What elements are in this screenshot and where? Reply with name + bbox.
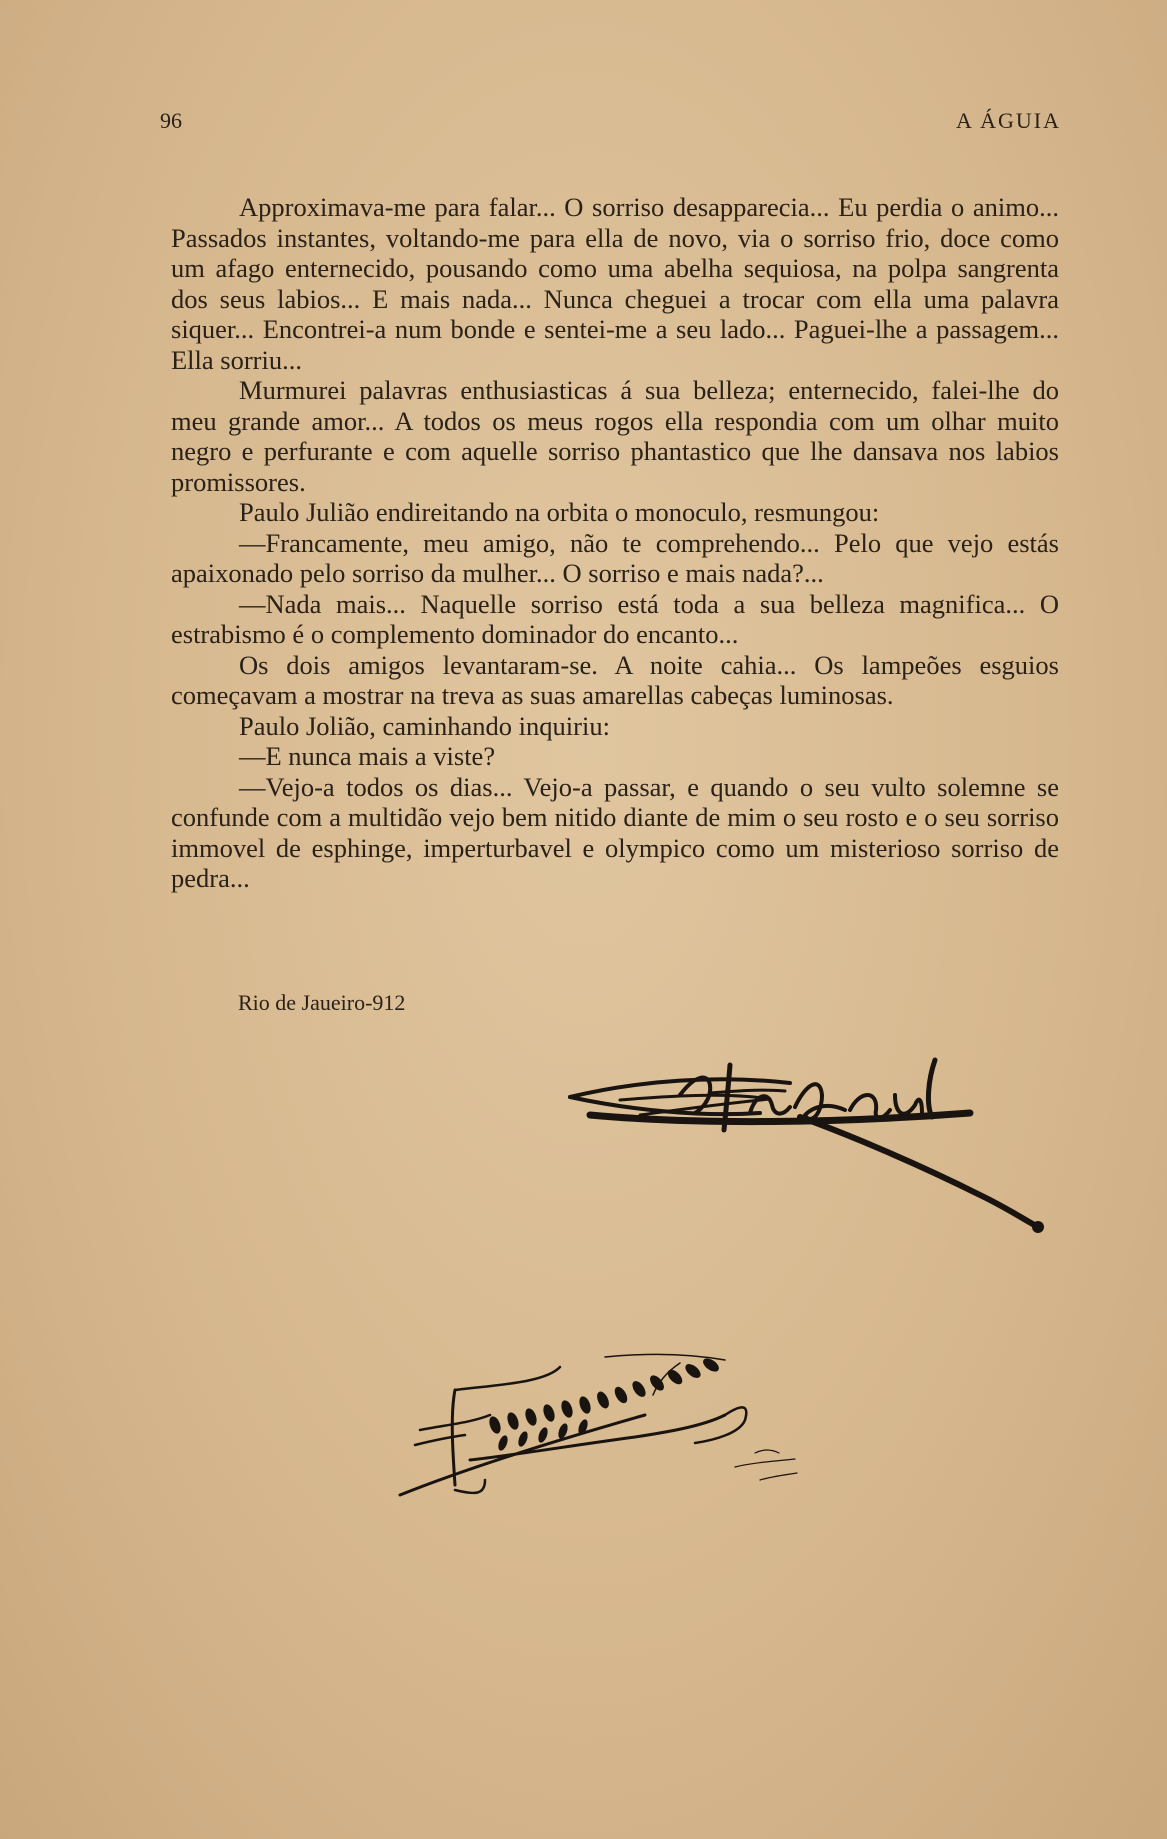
page-number: 96 [160, 108, 182, 133]
artist-signature-image [395, 1345, 875, 1515]
artist-signature [395, 1345, 875, 1515]
paragraph: Approximava-me para falar... O sorriso desapparecia... Eu perdia o animo... Passados instantes, voltando-me para ella de novo, via o sorriso frio, doce como um afago enternecido, pousando como uma abelha sequiosa, na polpa sangrenta dos seus labios... E mais nada... Nunca cheguei a trocar com ella uma palavra siquer... Encontrei-a num bonde e sentei-me a seu lado... Paguei-lhe a passagem... Ella sorriu... [171, 192, 1059, 375]
paragraph: Paulo Julião endireitando na orbita o monoculo, resmungou: [239, 497, 880, 527]
paragraph: Os dois amigos levantaram-se. A noite cahia... Os lampeões esguios começavam a mostrar na treva as suas amarellas cabeças luminosas. [171, 649, 1059, 710]
place-date: Rio de Jaueiro-912 [238, 990, 406, 1015]
running-header [160, 108, 1061, 148]
journal-title: A ÁGUIA [955, 108, 1061, 133]
paragraph: Murmurei palavras enthusiasticas á sua belleza; enternecido, falei-lhe do meu grande amor... A todos os meus rogos ella respondia com um olhar muito negro e perfurante e com aquelle sorriso phantastico que lhe dansava nos labios promissores. [171, 375, 1059, 497]
story-text [171, 192, 1059, 894]
dialogue-line: —Nada mais... Naquelle sorriso está toda a sua belleza magnifica... O estrabismo é o complemento dominador do encanto... [171, 588, 1059, 649]
dialogue-line: —E nunca mais a viste? [239, 741, 496, 771]
dialogue-line: —Vejo-a todos os dias... Vejo-a passar, e quando o seu vulto solemne se confunde com a multidão vejo bem nitido diante de mim o seu rosto e o seu sorriso immovel de esphinge, imperturbavel e olympico como um misterioso sorriso de pedra... [171, 771, 1059, 893]
author-signature-image [560, 1055, 1045, 1245]
paragraph: Paulo Jolião, caminhando inquiriu: [239, 710, 610, 741]
author-signature [560, 1055, 1045, 1245]
dialogue-line: —Francamente, meu amigo, não te comprehendo... Pelo que vejo estás apaixonado pelo sorriso da mulher... O sorriso e mais nada?... [171, 527, 1059, 588]
